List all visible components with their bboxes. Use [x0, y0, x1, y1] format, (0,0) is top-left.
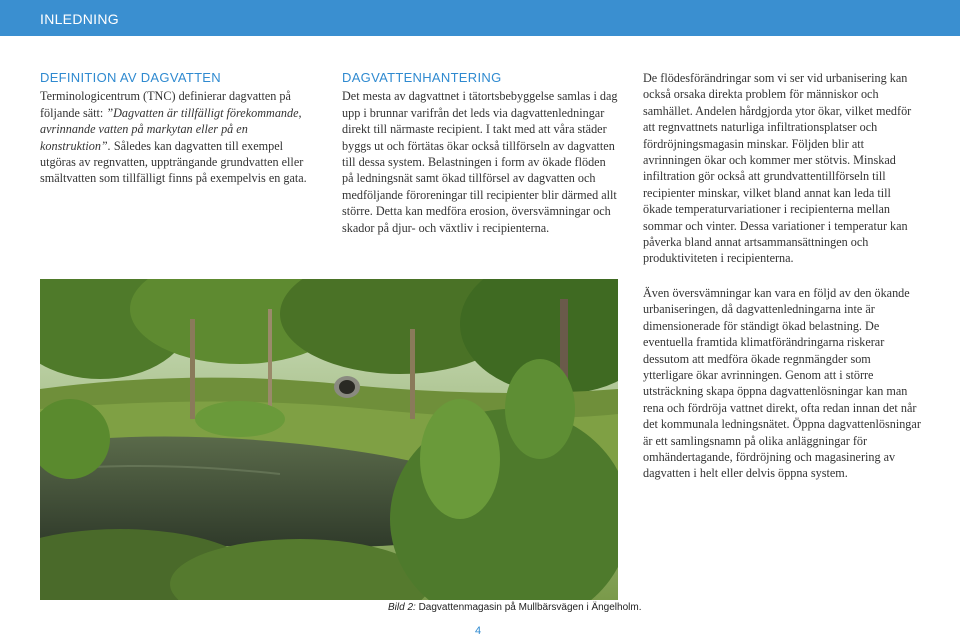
stormwater-pond-photo — [40, 279, 618, 600]
column3-paragraph-2: Även översvämningar kan vara en följd av den ökande urbaniseringen, då dagvattenledningarna inte är dimensionerade för ständigt ökad belastning. De eventuella framtida klimatförändringarna riskerar dessutom att medföra ökade regnmängder som ytterligare ökar avrinningen. Genom att i större utsträckning skapa öppna dagvattenlösningar kan man rena och fördröja vattnet direkt, ofta redan innan det når det kommunala ledningsnätet. Öppna dagvattenlösningar är ett samlingsnamn på olika anläggningar för omhändertagande, fördröjning och magasinering av dagvatten i helt eller delvis öppna system. — [643, 286, 921, 481]
caption-label: Bild 2: — [388, 602, 416, 613]
definition-quote: ”Dagvatten är tillfälligt förekommande, avrinnande vatten på markytan eller på en konstruktion”. — [40, 105, 302, 153]
column3-paragraph-1: De flödesförändringar som vi ser vid urbanisering kan också orsaka direkta problem för människor och samhället. Andelen hårdgjorda ytor ökar, vilket medför att regnvattnets naturliga infiltrationsplatser och fördröjningsmagasin minskar. Följden blir att avrinningen ökar och kommer mer stötvis. Minskad infiltration gör också att grundvattentillförseln till recipienter minskar, vilket bland annat kan leda till ökade temperaturvariationer i recipienterna mellan sommar och vinter. Dessa variationer i temperatur kan påverka bland annat artsammansättningen och produktiviteten i recipienterna. — [643, 71, 912, 266]
handling-section — [342, 70, 618, 236]
handling-paragraph: Det mesta av dagvattnet i tätortsbebyggelse samlas i dag upp i brunnar varifrån det leds via dagvattenledningar direkt till närmaste recipient. I takt med att våra städer byggs ut och förtätas ökar också tillförseln av dagvatten till dessa system. Belastningen i form av ökade flöden på ledningsnät samt ökad tillförsel av dagvatten och medföljande föroreningar till recipienter blir därmed allt större. Detta kan medföra erosion, översvämningar och skador på djur- och växtliv i recipienterna. — [342, 89, 618, 235]
column3-paragraph-1-container — [643, 70, 921, 267]
definition-rest: Således kan dagvatten till exempel utgöras av regnvatten, uppträngande grundvatten eller smältvatten som tillfälligt finns på exempelvis en gata. — [40, 138, 307, 186]
caption-text: Dagvattenmagasin på Mullbärsvägen i Ängelholm. — [415, 602, 642, 613]
section-title: INLEDNING — [40, 11, 119, 27]
definition-heading: DEFINITION AV DAGVATTEN — [40, 70, 221, 85]
handling-heading: DAGVATTENHANTERING — [342, 70, 502, 85]
definition-paragraph — [40, 88, 310, 186]
column3-paragraph-2-container — [643, 285, 921, 482]
figure-caption — [388, 602, 641, 613]
section-header-bar — [0, 0, 960, 36]
definition-section — [40, 70, 310, 187]
page-number: 4 — [475, 625, 482, 637]
definition-intro: Terminologicentrum (TNC) definierar dagvatten på följande sätt: — [40, 89, 291, 120]
